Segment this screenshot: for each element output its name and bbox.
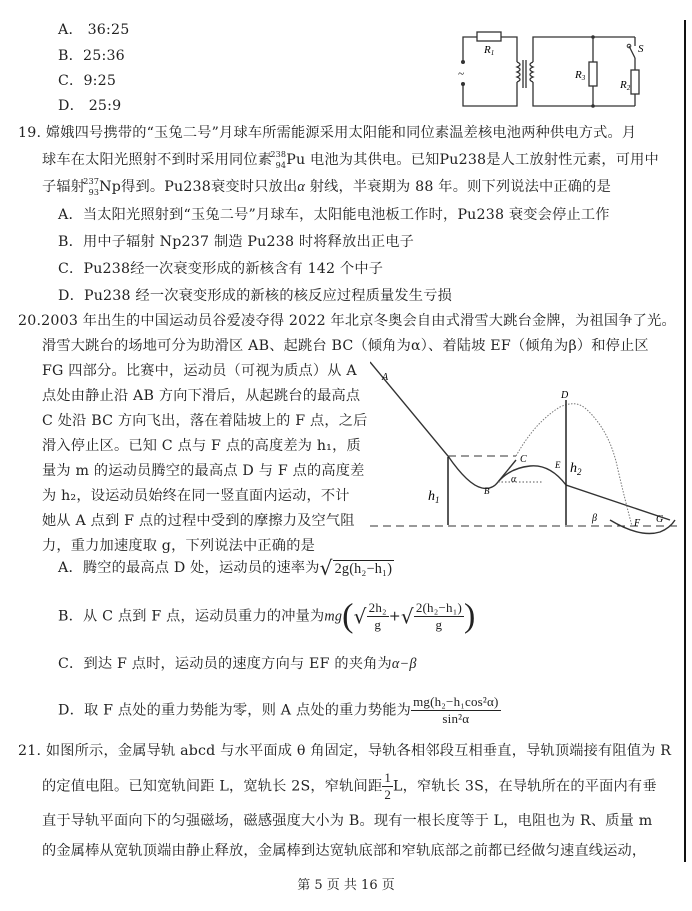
q20-body-line: 为 h₂，设运动员始终在同一竖直面内运动，不计 (42, 488, 350, 504)
q19-option-b: B．用中子辐射 Np237 制造 Pu238 时将释放出正电子 (58, 234, 415, 250)
q21-stem-line2: 的定值电阻。已知宽轨间距 L，宽轨长 2S，窄轨间距 $\frac{1}{2}$ L，窄轨长 3S，在导轨所在的平面内有垂 (42, 770, 657, 802)
q20-body-line: 她从 A 点到 F 点的过程中受到的摩擦力及空气阻 (42, 513, 355, 529)
label-beta: β (592, 513, 597, 524)
label-a: A (382, 372, 389, 383)
q20-option-c: C．到达 F 点时，运动员的速度方向与 EF 的夹角为α−β (58, 656, 417, 672)
label-c: C (520, 454, 527, 465)
q20-body-line: C 处沿 BC 方向飞出，落在着陆坡上的 F 点，之后 (42, 413, 368, 429)
ski-jump-diagram (370, 360, 680, 535)
circuit-r2-label (620, 74, 650, 94)
q19-stem-line1: 19. 嫦娥四号携带的“玉兔二号”月球车所需能源采用太阳能和同位素温差核电池两种供电方式。月 (18, 125, 637, 141)
label-r1: R1 (484, 44, 495, 57)
q19-stem-line3: 子辐射 237 93 Np得到。Pu238衰变时只放出α 射线，半衰期为 88 年。则下列说法中正确的是 (42, 177, 611, 197)
label-h2: $h_2$ (570, 461, 582, 477)
label-g: G (656, 514, 664, 525)
q20-option-a: A．腾空的最高点 D 处，运动员的速率为√ 2g(h₂−h₁) (58, 556, 393, 580)
ac-source-symbol: ~ (458, 68, 464, 80)
q21-stem-line1: 21. 如图所示，金属导轨 abcd 与水平面成 θ 角固定，导轨各相邻段互相垂直，导轨顶端接有阻值为 R (18, 743, 672, 759)
isotope-pu238: 238 94 (270, 150, 287, 170)
label-b: B (484, 486, 490, 496)
q20-body-line: 力，重力加速度取 g，下列说法中正确的是 (42, 538, 315, 554)
label-f: F (634, 518, 641, 529)
page-border-line (684, 20, 686, 862)
circuit-diagram (455, 22, 645, 112)
q20-stem-line2: 滑雪大跳台的场地可分为助滑区 AB、起跳台 BC（倾角为α）、着陆坡 EF（倾角为β）和停止区 (42, 338, 649, 354)
label-alpha: α (511, 474, 517, 485)
q19-option-c: C．Pu238经一次衰变形成的新核含有 142 个中子 (58, 261, 384, 277)
label-d: D (561, 390, 569, 401)
q20-body-line: 滑入停止区。已知 C 点与 F 点的高度差为 h₁，质 (42, 438, 361, 454)
stop-zone-fg (610, 520, 675, 534)
q20-option-b: B．从 C 点到 F 点，运动员重力的冲量为mg(√ $\frac{\text{2h₂}}{g}$ +√ $\frac{\text{2(h₂−h₁)}}{g}$ ) (58, 597, 476, 635)
q18-option-a: A． 36:25 (58, 22, 130, 38)
q18-option-d: D． 25:9 (58, 98, 122, 114)
svg-text:R2: R2 (620, 79, 631, 92)
q18-option-b: B．25:36 (58, 48, 125, 64)
q21-stem-line4: 的金属棒从宽轨顶端由静止释放，金属棒到达宽轨底部和窄轨底部之前都已经做匀速直线运动， (42, 843, 647, 859)
q20-body-line: FG 四部分。比赛中，运动员（可视为质点）从 A (42, 363, 357, 379)
page-number-footer: 第 5 页 共 16 页 (297, 878, 395, 893)
q19-option-d: D．Pu238 经一次衰变形成的新核的核反应过程质量发生亏损 (58, 288, 452, 304)
q18-option-c: C．9:25 (58, 73, 117, 89)
isotope-np237: 237 93 (83, 177, 100, 197)
slope-ab (370, 362, 498, 488)
q21-stem-line3: 直于导轨平面向下的匀强磁场，磁感强度大小为 B。现有一根长度等于 L，电阻也为 R、质量 m (42, 813, 653, 829)
q20-body-line: 点处由静止沿 AB 方向下滑后，从起跳台的最高点 (42, 388, 361, 404)
label-h1: $h_1$ (428, 489, 440, 505)
resistor-r3 (589, 62, 597, 86)
q19-option-a: A．当太阳光照射到“玉兔二号”月球车，太阳能电池板工作时，Pu238 衰变会停止工作 (58, 207, 610, 223)
label-e: E (555, 460, 561, 470)
q20-option-d: D．取 F 点处的重力势能为零，则 A 点处的重力势能为 $\frac{\text{mg(h₂−h₁cos²α)}}{\text{sin²α}}$ (58, 694, 499, 726)
resistor-r1 (477, 32, 501, 41)
q20-stem-line1: 20.2003 年出生的中国运动员谷爱凌夺得 2022 年北京冬奥会自由式滑雪大跳台金牌，为祖国争了光。 (18, 313, 676, 329)
q20-body-line: 量为 m 的运动员腾空的最高点 D 与 F 点的高度差 (42, 463, 365, 479)
q19-stem-line2: 球车在太阳光照射不到时采用同位素 238 94 Pu 电池为其供电。已知Pu238是人工放射性元素，可用中 (42, 150, 659, 170)
label-r3: R3 (575, 69, 586, 82)
label-s: S (638, 43, 644, 55)
landing-slope-ef (498, 466, 670, 520)
